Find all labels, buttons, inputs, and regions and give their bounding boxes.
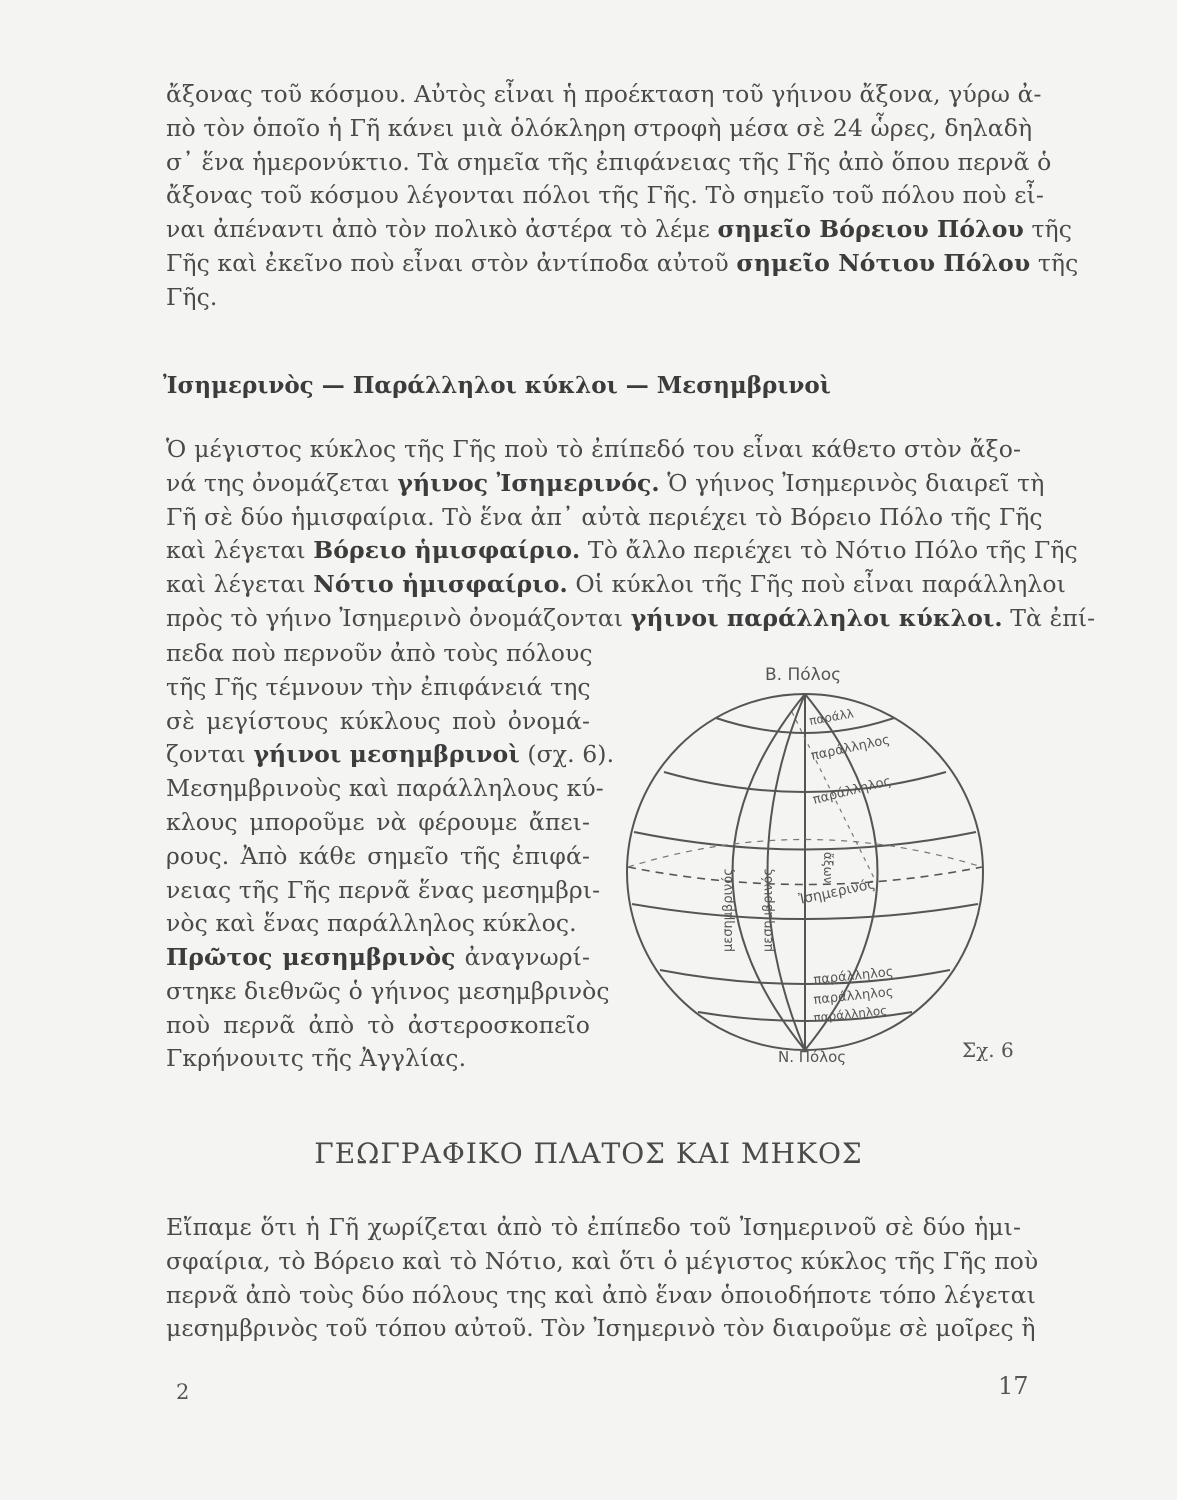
meridian-label: μεσημβρινός bbox=[761, 868, 776, 952]
signature-mark: 2 bbox=[176, 1380, 190, 1404]
text-span: καὶ λέγεται bbox=[166, 536, 314, 565]
text-span: ἀναγνωρί- bbox=[455, 943, 590, 971]
text-span: καὶ λέγεται bbox=[166, 570, 314, 599]
text-line: σὲ μεγίστους κύκλους ποὺ ὀνομά- bbox=[166, 706, 590, 735]
text-line: Γκρήνουιτς τῆς Ἀγγλίας. bbox=[166, 1044, 467, 1073]
text-line: σφαίρια, τὸ Βόρειο καὶ τὸ Νότιο, καὶ ὅτι ὁ μέγιστος κύκλος τῆς Γῆς ποὺ bbox=[166, 1246, 1039, 1275]
text-line: κλους μποροῦμε νὰ φέρουμε ἄπει- bbox=[166, 808, 590, 836]
text-line: στηκε διεθνῶς ὁ γήινος μεσημβρινὸς bbox=[166, 976, 610, 1005]
text-span: (σχ. 6). bbox=[519, 740, 615, 769]
text-line: νὸς καὶ ἕνας παράλληλος κύκλος. bbox=[166, 909, 577, 938]
parallel-label: παράλληλος bbox=[812, 1003, 888, 1025]
text-span: Ὁ γήινος Ἰσημερινὸς διαιρεῖ τὴ bbox=[659, 468, 1045, 497]
text-span: Γῆς καὶ ἐκεῖνο ποὺ εἶναι στὸν ἀντίποδα αὐτοῦ bbox=[166, 249, 737, 277]
text-span: Τὰ ἐπί- bbox=[1002, 604, 1096, 632]
text-span: πρὸς τὸ γήινο Ἰσημερινὸ ὀνομάζονται bbox=[166, 604, 631, 632]
parallel-label: παράλληλος bbox=[812, 964, 895, 988]
text-line: πεδα ποὺ περνοῦν ἀπὸ τοὺς πόλους bbox=[166, 639, 593, 667]
north-pole-label: Β. Πόλος bbox=[765, 665, 842, 685]
text-line: περνᾶ ἀπὸ τοὺς δύο πόλους της καὶ ἀπὸ ἕναν ὁποιοδήποτε τόπο λέγεται bbox=[166, 1280, 1036, 1309]
text-span: νά της ὀνομάζεται bbox=[166, 468, 398, 497]
text-line: Γῆς. bbox=[166, 282, 218, 311]
figure-caption: Σχ. 6 bbox=[962, 1038, 1014, 1062]
text-span: τῆς bbox=[1023, 215, 1073, 244]
meridian-label: μεσημβρινός bbox=[721, 868, 736, 952]
parallel-label: παράλληλος bbox=[811, 773, 893, 808]
text-line bbox=[166, 601, 1096, 635]
parallel-label: παράλλ bbox=[808, 706, 855, 728]
bold-term: σημεῖο Βόρειου Πόλου bbox=[717, 215, 1024, 244]
section-heading: Ἰσημερινὸς — Παράλληλοι κύκλοι — Μεσημβρινοὶ bbox=[163, 372, 831, 399]
text-line: Μεσημβρινοὺς καὶ παράλληλους κύ- bbox=[166, 774, 604, 803]
text-line bbox=[166, 737, 615, 771]
text-span: τῆς bbox=[1030, 249, 1079, 277]
bold-term: γήινοι παράλληλοι κύκλοι. bbox=[630, 604, 1003, 632]
bold-term: Νότιο ἡμισφαίριο. bbox=[313, 570, 568, 599]
section-title: ΓΕΩΓΡΑΦΙΚΟ ΠΛΑΤΟΣ ΚΑΙ ΜΗΚΟΣ bbox=[314, 1137, 863, 1170]
text-span: Τὸ ἄλλο περιέχει τὸ Νότιο Πόλο τῆς Γῆς bbox=[580, 536, 1078, 565]
equator-label: Ἰσημερινός bbox=[797, 876, 877, 908]
text-span: ναι ἀπέναντι ἀπὸ τὸν πολικὸ ἀστέρα τὸ λέμε bbox=[166, 215, 718, 244]
text-line bbox=[166, 246, 1079, 280]
text-line: ἄξονας τοῦ κόσμου λέγονται πόλοι τῆς Γῆς. Τὸ σημεῖο τοῦ πόλου ποὺ εἶ- bbox=[166, 181, 1044, 210]
text-line bbox=[166, 567, 1066, 601]
text-line: ἄξονας τοῦ κόσμου. Αὐτὸς εἶναι ἡ προέκταση τοῦ γήινου ἄξονα, γύρω ἀ- bbox=[166, 80, 1042, 108]
text-span: ζονται bbox=[166, 740, 254, 769]
globe-figure bbox=[620, 652, 1040, 1077]
text-line: σ᾽ ἕνα ἡμερονύκτιο. Τὰ σημεῖα τῆς ἐπιφάνειας τῆς Γῆς ἀπὸ ὅπου περνᾶ ὁ bbox=[166, 147, 1052, 176]
bold-term: Βόρειο ἡμισφαίριο. bbox=[313, 536, 581, 565]
parallel-label: παράλληλος bbox=[812, 984, 895, 1008]
text-line: ρους. Ἀπὸ κάθε σημεῖο τῆς ἐπιφά- bbox=[166, 841, 590, 870]
bold-term: σημεῖο Νότιου Πόλου bbox=[736, 249, 1031, 277]
text-line: πὸ τὸν ὁποῖο ἡ Γῆ κάνει μιὰ ὁλόκληρη στροφὴ μέσα σὲ 24 ὧρες, δηλαδὴ bbox=[166, 113, 1033, 142]
parallel-label: παράλληλος bbox=[809, 732, 892, 764]
page-number: 17 bbox=[998, 1372, 1029, 1400]
text-line bbox=[166, 466, 1045, 500]
text-line: μεσημβρινὸς τοῦ τόπου αὐτοῦ. Τὸν Ἰσημερινὸ τὸν διαιροῦμε σὲ μοῖρες ἢ bbox=[166, 1314, 1036, 1343]
text-line bbox=[166, 533, 1078, 567]
bold-term: Πρῶτος μεσημβρινὸς bbox=[166, 943, 456, 971]
axis-label: ἄξων bbox=[821, 852, 835, 884]
text-line: Ὁ μέγιστος κύκλος τῆς Γῆς ποὺ τὸ ἐπίπεδό του εἶναι κάθετο στὸν ἄξο- bbox=[166, 435, 1021, 463]
text-line: Γῆ σὲ δύο ἡμισφαίρια. Τὸ ἕνα ἀπ᾽ αὐτὰ περιέχει τὸ Βόρειο Πόλο τῆς Γῆς bbox=[166, 502, 1043, 531]
globe-diagram bbox=[620, 652, 1040, 1077]
text-line bbox=[166, 940, 590, 974]
text-line: ποὺ περνᾶ ἀπὸ τὸ ἀστεροσκοπεῖο bbox=[166, 1010, 590, 1039]
text-line: τῆς Γῆς τέμνουν τὴν ἐπιφάνειά της bbox=[166, 672, 591, 701]
bold-term: γήινοι μεσημβρινοὶ bbox=[253, 740, 520, 769]
bold-term: γήινος Ἰσημερινός. bbox=[397, 468, 660, 497]
south-pole-label: Ν. Πόλος bbox=[778, 1048, 847, 1066]
text-span: Οἱ κύκλοι τῆς Γῆς ποὺ εἶναι παράλληλοι bbox=[567, 570, 1066, 599]
text-line: νειας τῆς Γῆς περνᾶ ἕνας μεσημβρι- bbox=[166, 875, 601, 904]
text-line bbox=[166, 212, 1073, 246]
text-line: Εἴπαμε ὅτι ἡ Γῆ χωρίζεται ἀπὸ τὸ ἐπίπεδο τοῦ Ἰσημερινοῦ σὲ δύο ἡμι- bbox=[166, 1213, 1021, 1241]
